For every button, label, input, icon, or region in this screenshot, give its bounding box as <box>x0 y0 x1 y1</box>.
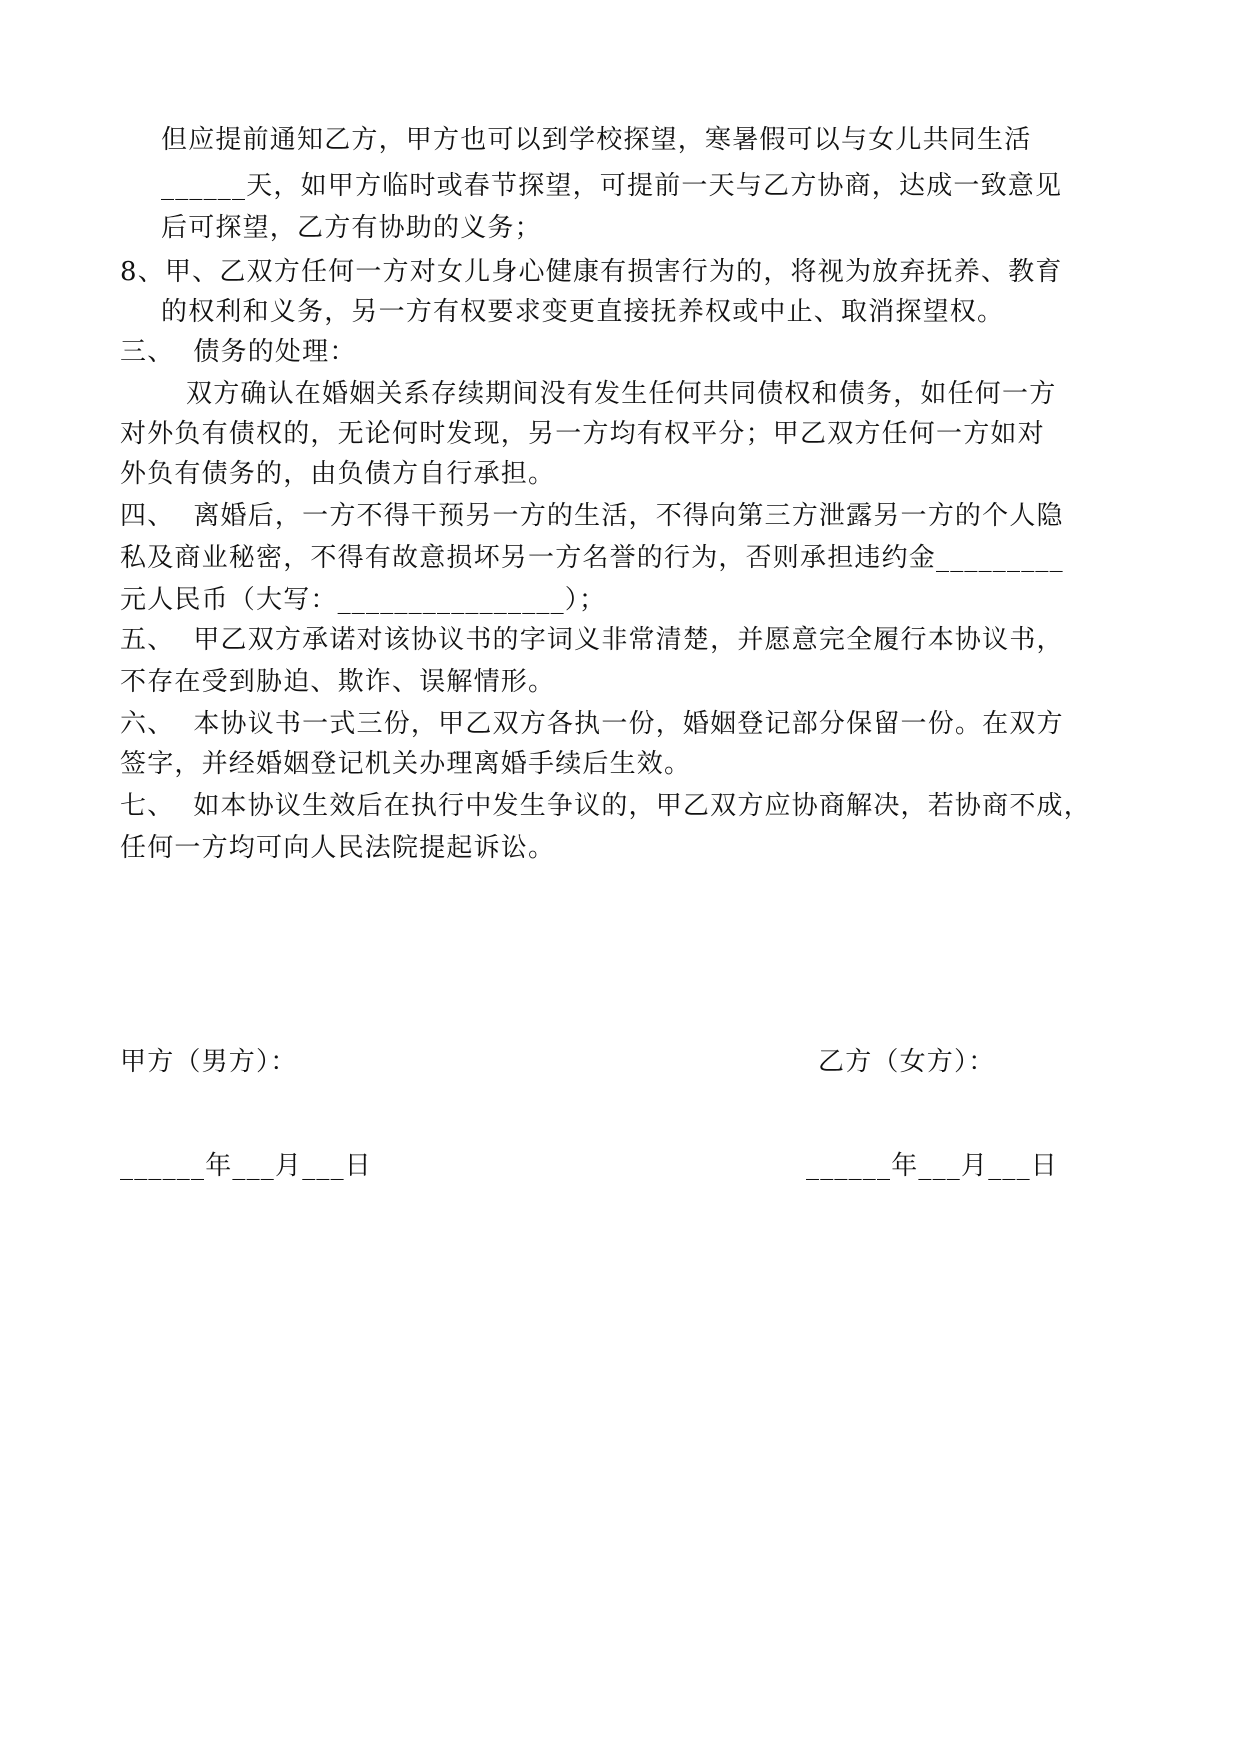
section-heading-6: 六、 本协议书一式三份，甲乙双方各执一份，婚姻登记部分保留一份。在双方 <box>120 709 1064 739</box>
body-line: 外负有债务的，由负债方自行承担。 <box>120 459 556 489</box>
body-line: 对外负有债权的，无论何时发现，另一方均有权平分；甲乙双方任何一方如对 <box>120 419 1045 449</box>
section-heading-5: 五、 甲乙双方承诺对该协议书的字词义非常清楚，并愿意完全履行本协议书， <box>120 625 1064 655</box>
body-line: 但应提前通知乙方，甲方也可以到学校探望，寒暑假可以与女儿共同生活 <box>161 125 1032 155</box>
body-line: 后可探望，乙方有协助的义务； <box>161 213 542 243</box>
party-a-label: 甲方（男方）： <box>120 1047 298 1077</box>
body-line: 任何一方均可向人民法院提起诉讼。 <box>120 833 556 863</box>
section-heading-7: 七、 如本协议生效后在执行中发生争议的，甲乙双方应协商解决，若协商不成， <box>120 791 1091 821</box>
body-line: 元人民币（大写：________________）； <box>120 585 607 615</box>
section-heading-3: 三、 债务的处理： <box>120 337 357 367</box>
body-line: 签字，并经婚姻登记机关办理离婚手续后生效。 <box>120 749 692 779</box>
party-b-date: ______年___月___日 <box>806 1151 1059 1181</box>
body-line: 私及商业秘密，不得有故意损坏另一方名誉的行为，否则承担违约金_________ <box>120 543 1064 573</box>
body-line: 双方确认在婚姻关系存续期间没有发生任何共同债权和债务，如任何一方 <box>186 379 1057 409</box>
party-a-date: ______年___月___日 <box>120 1151 373 1181</box>
clause-8-line: 8、甲、乙双方任何一方对女儿身心健康有损害行为的，将视为放弃抚养、教育 <box>120 257 1063 287</box>
section-heading-4: 四、 离婚后，一方不得干预另一方的生活，不得向第三方泄露另一方的个人隐 <box>120 501 1064 531</box>
body-line: 的权利和义务，另一方有权要求变更直接抚养权或中止、取消探望权。 <box>161 297 1005 327</box>
body-line: 不存在受到胁迫、欺诈、误解情形。 <box>120 667 556 697</box>
party-b-label: 乙方（女方）： <box>818 1047 996 1077</box>
body-line: ______天，如甲方临时或春节探望，可提前一天与乙方协商，达成一致意见 <box>161 171 1063 201</box>
